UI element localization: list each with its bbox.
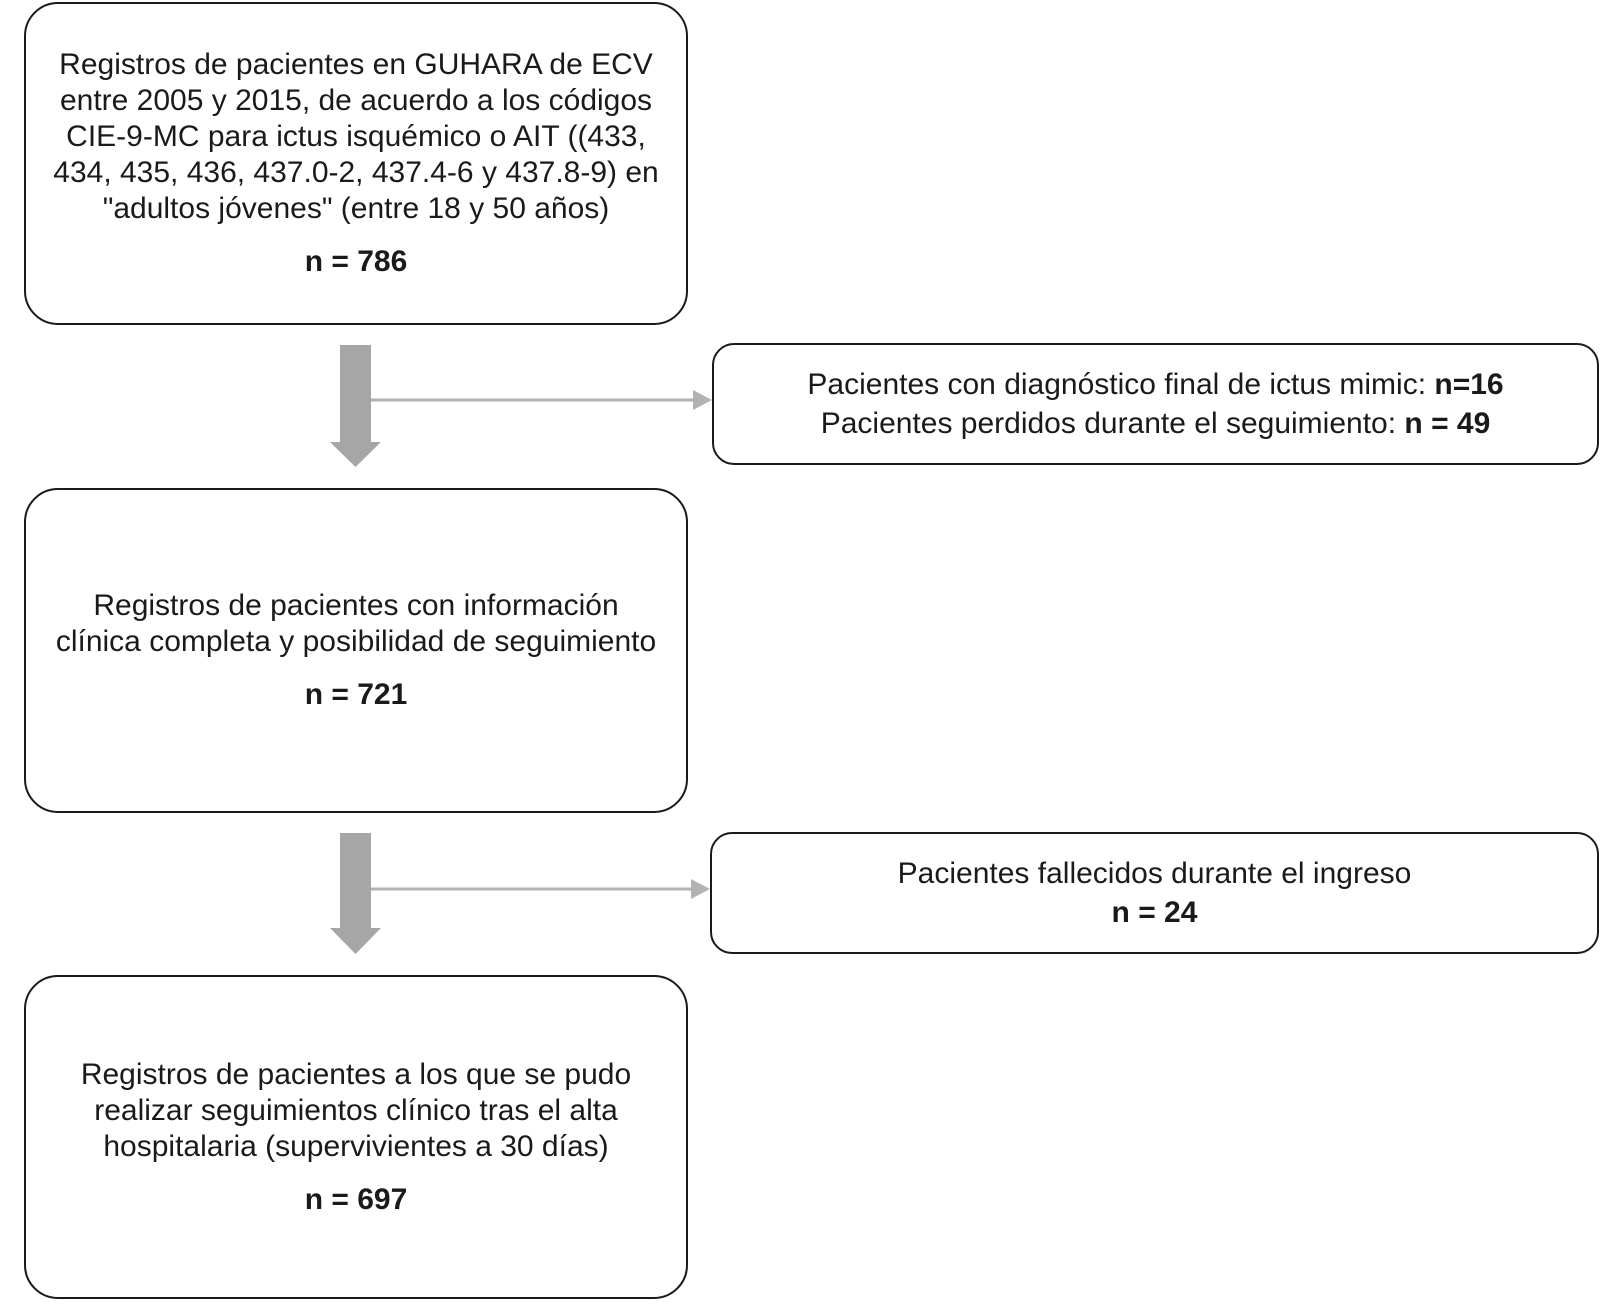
down-arrow-2-shaft <box>340 833 371 928</box>
flow-box-initial-records <box>24 2 688 325</box>
exclusion-connector-2 <box>371 879 710 899</box>
flow-box-followup-count: n = 697 <box>304 1182 408 1216</box>
flow-box-initial-records-text: Registros de pacientes en GUHARA de ECV entre 2005 y 2015, de acuerdo a los códigos CIE-9-MC para ictus isquémico o AIT ((433, 434, 435, 436, 437.0-2, 437.4-6 y 437.8-9) en "adultos jóvenes" (entre 18 y 50 años) <box>53 48 659 225</box>
down-arrow-2 <box>330 833 381 954</box>
down-arrow-2-head <box>330 928 381 954</box>
exclusion-deceased-label: Pacientes fallecidos durante el ingreso <box>897 857 1412 890</box>
exclusion-lost-label: Pacientes perdidos durante el seguimiento: <box>820 407 1405 440</box>
flow-box-complete-info <box>24 488 688 813</box>
exclusion-connector-1 <box>371 390 712 410</box>
flow-box-followup <box>24 975 688 1299</box>
exclusion-connector-1-head <box>693 390 712 410</box>
exclusion-lost-count: n = 49 <box>1404 407 1491 440</box>
exclusion-mimic-count: n=16 <box>1434 368 1504 401</box>
exclusion-box-deceased <box>710 832 1599 954</box>
flow-box-complete-info-text: Registros de pacientes con información clínica completa y posibilidad de seguimiento <box>55 589 657 658</box>
exclusion-deceased-count: n = 24 <box>1111 896 1198 929</box>
down-arrow-1 <box>330 345 381 467</box>
flow-box-followup-text: Registros de pacientes a los que se pudo realizar seguimientos clínico tras el alta hospitalaria (supervivientes a 30 días) <box>80 1057 632 1163</box>
exclusion-mimic-label: Pacientes con diagnóstico final de ictus mimic: <box>807 368 1435 401</box>
exclusion-box-mimic-lost <box>712 343 1599 465</box>
exclusion-connector-2-head <box>691 879 710 899</box>
exclusion-line-mimic <box>807 365 1503 404</box>
flow-box-initial-records-count: n = 786 <box>304 245 408 278</box>
down-arrow-1-shaft <box>340 345 371 442</box>
down-arrow-1-head <box>330 442 381 467</box>
flow-box-complete-info-count: n = 721 <box>304 678 408 711</box>
exclusion-line-lost <box>821 404 1491 443</box>
